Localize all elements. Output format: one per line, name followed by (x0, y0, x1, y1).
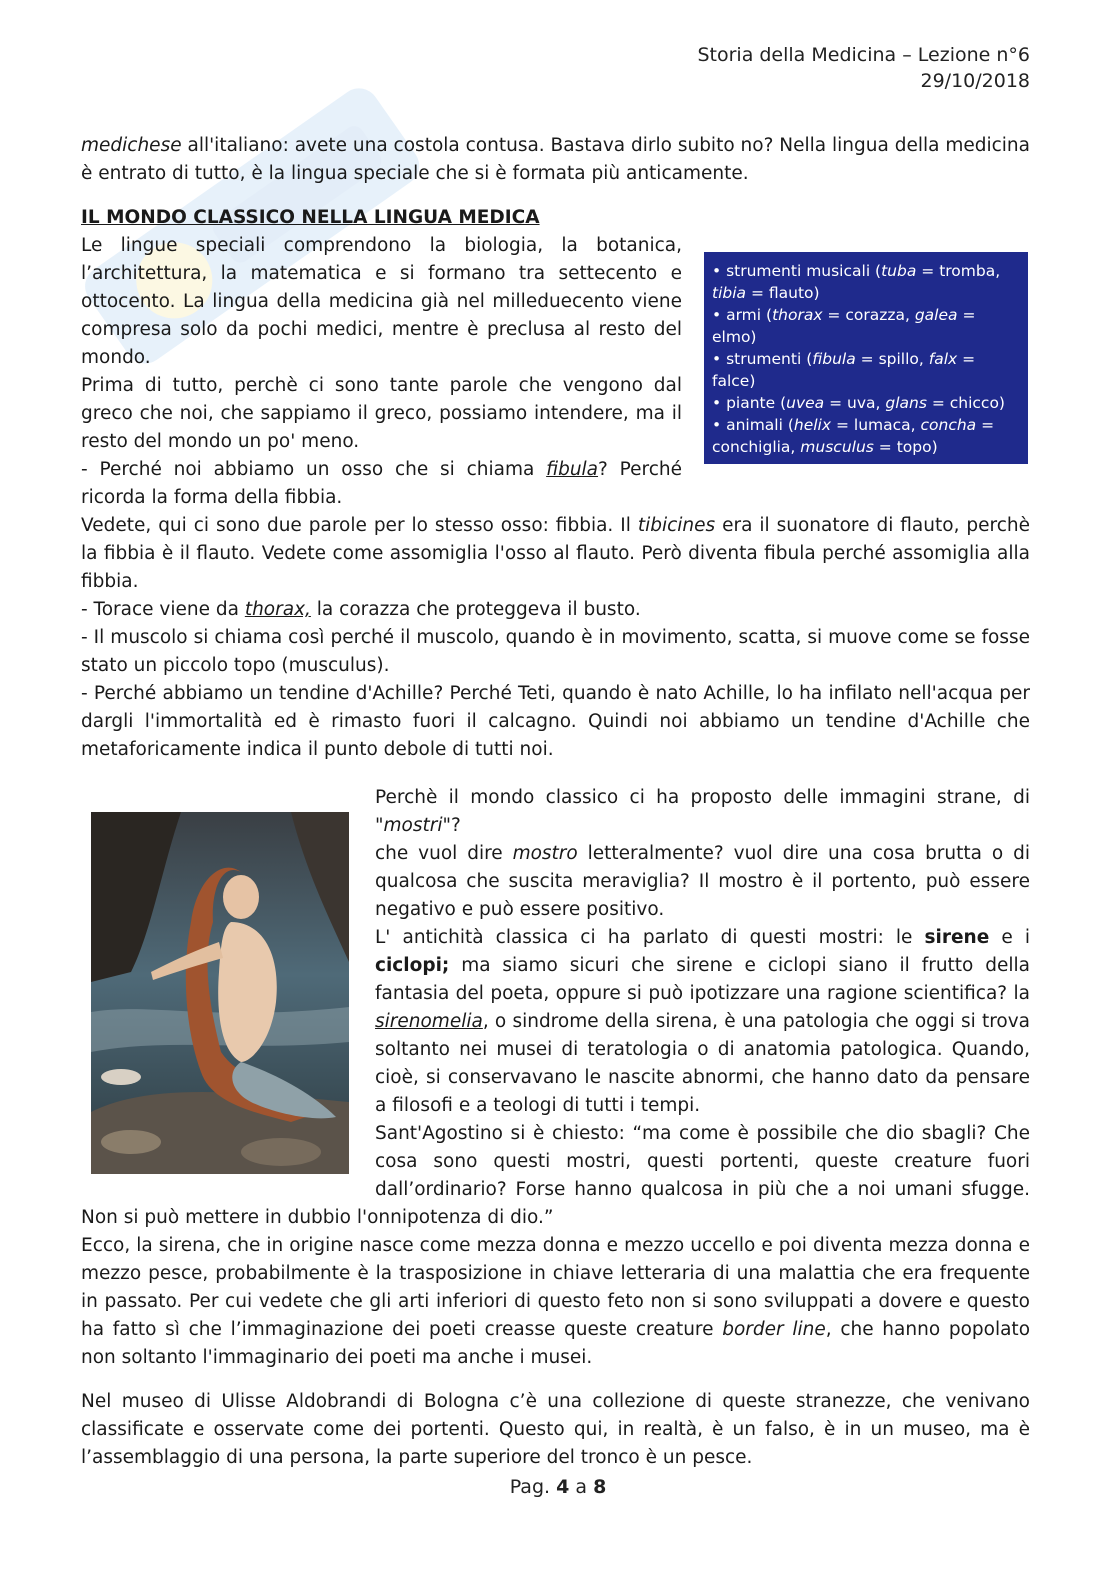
page-header (697, 42, 1030, 94)
term-ciclopi: ciclopi; (375, 955, 450, 976)
page-footer: Pag. 4 a 8 (509, 1476, 607, 1498)
term-sirenomelia: sirenomelia (375, 1011, 483, 1032)
term-fibula: fibula (546, 459, 599, 480)
paragraph-museo: Nel museo di Ulisse Aldobrandi di Bologna c’è una collezione di queste stranezze, che venivano classificate e osservate come dei portenti. Questo qui, in realtà, è un falso, è in un museo, ma è l’assemblaggio di una persona, la parte superiore del tronco è un pesce. (81, 1391, 1030, 1468)
paragraph-thorax: - Torace viene da thorax, la corazza che proteggeva il busto. (81, 599, 641, 620)
paragraph-mostro-meaning: che vuol dire mostro letteralmente? vuol dire una cosa brutta o di qualcosa che suscita meraviglia? Il mostro è il portento, può essere negativo e può essere positivo. (375, 843, 1030, 920)
header-date: 29/10/2018 (920, 70, 1030, 92)
paragraph-mostri-question: Perchè il mondo classico ci ha proposto delle immagini strane, di "mostri"? (375, 787, 1030, 836)
paragraph-achille: - Perché abbiamo un tendine d'Achille? Perché Teti, quando è nato Achille, lo ha infilato nell'acqua per dargli l'immortalità ed è rimasto fuori il calcagno. Quindi noi abbiamo un tendine d'Achille che metaforicamente indica il punto debole di tutti noi. (81, 683, 1030, 760)
term-mostri: mostri (383, 815, 443, 836)
paragraph-sirene: L' antichità classica ci ha parlato di questi mostri: le sirene e i ciclopi; ma siamo sicuri che sirene e ciclopi siano il frutto della fantasia del poeta, oppure si può ipotizzare una ragione scientifica? la sirenomelia, o sindrome della sirena, è una patologia che oggi si trova soltanto nei musei di teratologia o di anatomia patologica. Quando, cioè, si conservavano le nascite abnormi, che hanno dato da pensare a filosofi e a teologi di tutti i tempi. (375, 927, 1030, 1116)
term-thorax: thorax, (244, 599, 311, 620)
intro-text: all'italiano: avete una costola contusa. Bastava dirlo subito no? Nella lingua della medicina è entrato di tutto, è la lingua speciale che si è formata più anticamente. (81, 135, 1030, 184)
info-line-weapons: • armi (thorax = corazza, galea = elmo) (712, 306, 976, 346)
page-total: 8 (593, 1476, 607, 1498)
page-number: 4 (556, 1476, 570, 1498)
term-border-line: border line (722, 1319, 826, 1340)
paragraph-greek: Prima di tutto, perchè ci sono tante parole che vengono dal greco che noi, che sappiamo il greco, possiamo intendere, ma il resto del mondo un po' meno. (81, 375, 682, 452)
header-title: Storia della Medicina – Lezione n°6 (697, 44, 1030, 66)
paragraph-muscle: - Il muscolo si chiama così perché il muscolo, quando è in movimento, scatta, si muove come se fosse stato un piccolo topo (musculus). (81, 627, 1030, 676)
term-mostro: mostro (512, 843, 578, 864)
paragraph-sirena-origin: Ecco, la sirena, che in origine nasce come mezza donna e mezzo uccello e poi diventa mezza donna e mezzo pesce, probabilmente è la trasposizione in chiave letteraria di una malattia che era frequente in passato. Per cui vedete che gli arti inferiori di questo feto non si sono sviluppati a dovere e questo ha fatto sì che l’immaginazione dei poeti creasse queste creature border line, che hanno popolato non soltanto l'immaginario dei poeti ma anche i musei. (81, 1235, 1031, 1368)
term-sirene: sirene (924, 927, 990, 948)
section-title: IL MONDO CLASSICO NELLA LINGUA MEDICA (81, 207, 540, 228)
mermaid-painting (91, 812, 349, 1174)
info-line-music: • strumenti musicali (tuba = tromba, tibia = flauto) (712, 262, 1001, 302)
info-line-tools: • strumenti (fibula = spillo, falx = falce) (712, 350, 976, 390)
info-line-animals: • animali (helix = lumaca, concha = conchiglia, musculus = topo) (712, 416, 995, 456)
intro-paragraph (81, 132, 1030, 188)
paragraph-agostino: Sant'Agostino si è chiesto: “ma come è possibile che dio sbagli? Che cosa sono questi mostri, questi portenti, queste creature fuori dall’ordinario? Forse hanno qualcosa in più che a noi umani sfugge. Non si può mettere in dubbio l'onnipotenza di dio.” (81, 1123, 1030, 1228)
document-body (81, 132, 1030, 1472)
paragraph-special-languages: Le lingue speciali comprendono la biologia, la botanica, l’architettura, la matematica e si formano tra settecento e ottocento. La lingua della medicina già nel milleduecento viene compresa solo da pochi medici, mentre è preclusa al resto del mondo. (81, 235, 682, 368)
info-line-plants: • piante (uvea = uva, glans = chicco) (712, 394, 1005, 412)
paragraph-fibula: - Perché noi abbiamo un osso che si chiama fibula? Perché ricorda la forma della fibbia. (81, 459, 682, 508)
latin-terms-box (704, 252, 1028, 464)
term-tibicines: tibicines (637, 515, 716, 536)
intro-em: medichese (81, 135, 182, 156)
paragraph-tibicines: Vedete, qui ci sono due parole per lo stesso osso: fibbia. Il tibicines era il suonatore di flauto, perchè la fibbia è il flauto. Vedete come assomiglia l'osso al flauto. Però diventa fibula perché assomiglia alla fibbia. (81, 515, 1030, 592)
